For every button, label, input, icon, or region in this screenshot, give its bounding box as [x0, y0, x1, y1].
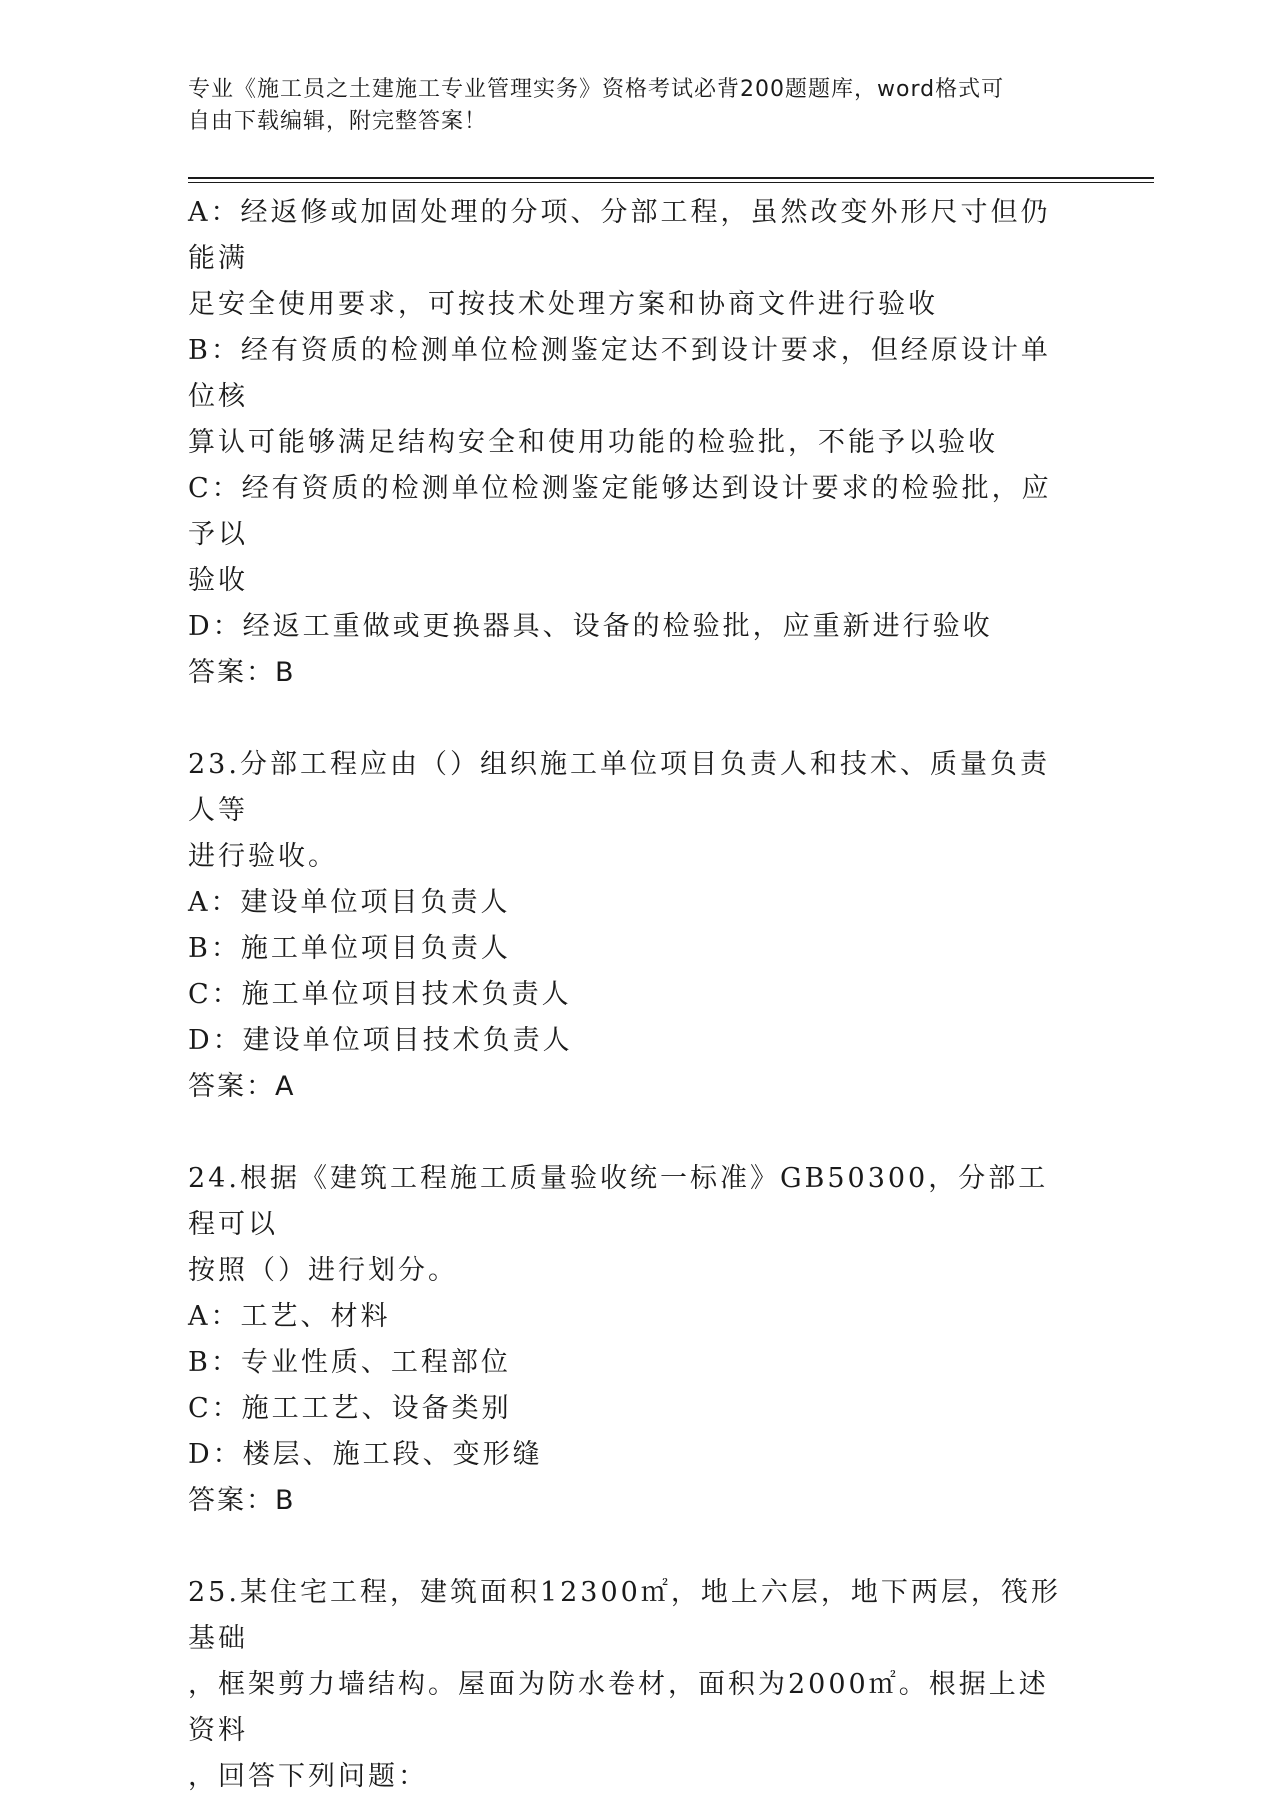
question-stem: 25.某住宅工程，建筑面积12300㎡，地上六层，地下两层，筏形基础 — [188, 1577, 1061, 1654]
question-stem: ，框架剪力墙结构。屋面为防水卷材，面积为2000㎡。根据上述资料 — [188, 1669, 1049, 1746]
option-line: 算认可能够满足结构安全和使用功能的检验批，不能予以验收 — [188, 427, 998, 458]
header-divider-thin — [188, 182, 1154, 183]
answer-line: 答案：A — [188, 1071, 296, 1102]
spacer — [188, 1524, 1078, 1570]
document-header — [188, 74, 1068, 138]
option-d: D：楼层、施工段、变形缝 — [188, 1439, 543, 1470]
question-stem: 按照（）进行划分。 — [188, 1255, 458, 1286]
question-stem: 进行验收。 — [188, 841, 338, 872]
question-stem: 23.分部工程应由（）组织施工单位项目负责人和技术、质量负责人等 — [188, 749, 1050, 826]
question-block-25 — [188, 1570, 1078, 1800]
header-line-2: 自由下载编辑，附完整答案！ — [188, 109, 488, 134]
question-block-22 — [188, 190, 1078, 696]
option-b: B：专业性质、工程部位 — [188, 1347, 511, 1378]
answer-line: 答案：B — [188, 1485, 296, 1516]
option-c: C：施工工艺、设备类别 — [188, 1393, 512, 1424]
header-divider-thick — [188, 177, 1154, 179]
question-block-23 — [188, 742, 1078, 1110]
spacer — [188, 696, 1078, 742]
option-line: C：经有资质的检测单位检测鉴定能够达到设计要求的检验批，应予以 — [188, 473, 1052, 550]
question-stem: 24.根据《建筑工程施工质量验收统一标准》GB50300，分部工程可以 — [188, 1163, 1049, 1240]
option-line: A：经返修或加固处理的分项、分部工程，虽然改变外形尺寸但仍能满 — [188, 197, 1051, 274]
option-a: A：工艺、材料 — [188, 1301, 391, 1332]
question-block-24 — [188, 1156, 1078, 1524]
option-line: B：经有资质的检测单位检测鉴定达不到设计要求，但经原设计单位核 — [188, 335, 1051, 412]
option-a: A：建设单位项目负责人 — [188, 887, 511, 918]
option-line: 验收 — [188, 565, 248, 596]
question-stem: ，回答下列问题： — [188, 1761, 428, 1792]
header-line-1: 专业《施工员之土建施工专业管理实务》资格考试必背200题题库，word格式可 — [188, 77, 1005, 102]
question-content — [188, 190, 1078, 1800]
option-d: D：建设单位项目技术负责人 — [188, 1025, 573, 1056]
option-line: D：经返工重做或更换器具、设备的检验批，应重新进行验收 — [188, 611, 993, 642]
option-c: C：施工单位项目技术负责人 — [188, 979, 572, 1010]
spacer — [188, 1110, 1078, 1156]
option-line: 足安全使用要求，可按技术处理方案和协商文件进行验收 — [188, 289, 938, 320]
answer-line: 答案：B — [188, 657, 296, 688]
option-b: B：施工单位项目负责人 — [188, 933, 511, 964]
